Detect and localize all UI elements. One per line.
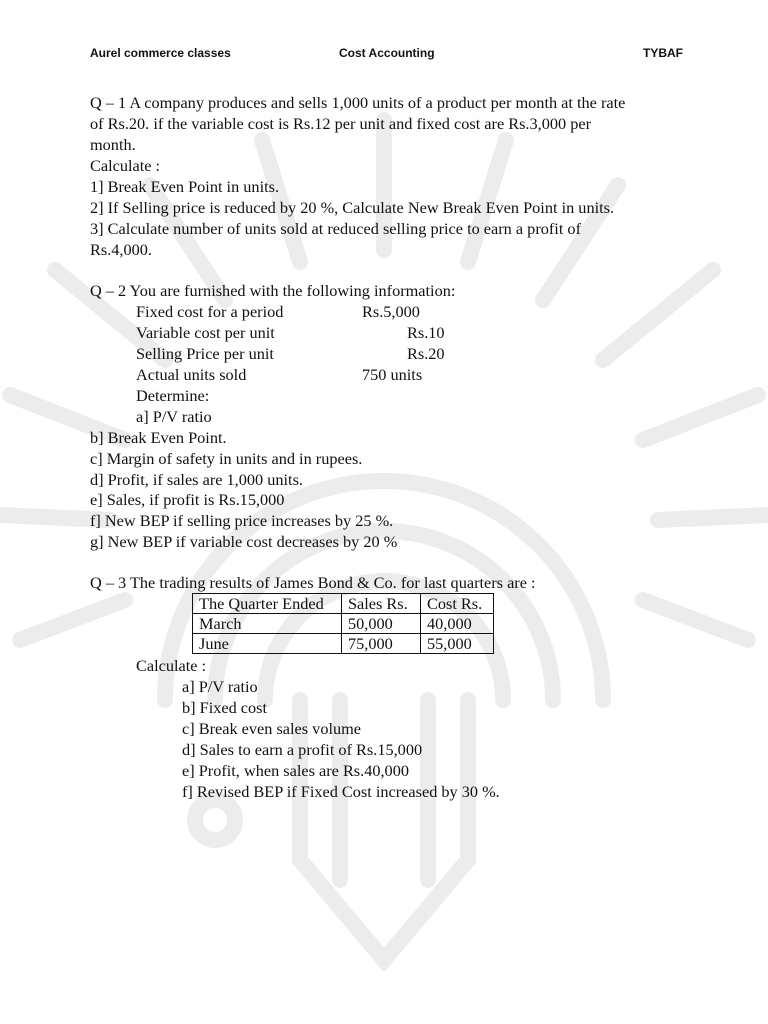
q1-item-3-cont: Rs.4,000. [90, 240, 152, 259]
table-header-row [193, 594, 494, 614]
q1-item-2: 2] If Selling price is reduced by 20 %, Calculate New Break Even Point in units. [90, 198, 615, 217]
q2-item: c] Margin of safety in units and in rupees. [90, 449, 363, 468]
table-header-cell: Sales Rs. [342, 594, 421, 614]
q2-intro: Q – 2 You are furnished with the following information: [90, 281, 456, 300]
header-subject: Cost Accounting [339, 46, 435, 60]
q2-item: e] Sales, if profit is Rs.15,000 [90, 490, 285, 509]
q2-info-label: Fixed cost for a period [136, 302, 284, 321]
q2-info-value: Rs.5,000 [362, 302, 420, 321]
trading-results-table [192, 593, 494, 654]
table-cell: 75,000 [342, 634, 421, 654]
table-cell: 50,000 [342, 614, 421, 634]
q2-item: a] P/V ratio [136, 407, 212, 426]
q2-item: d] Profit, if sales are 1,000 units. [90, 470, 303, 489]
q3-item: c] Break even sales volume [182, 719, 362, 738]
q2-determine-label: Determine: [136, 386, 210, 405]
q2-info-value: Rs.20 [407, 344, 445, 363]
q1-calculate-label: Calculate : [90, 156, 161, 175]
q1-text-line-1: Q – 1 A company produces and sells 1,000 units of a product per month at the rate [90, 93, 626, 112]
q2-item: b] Break Even Point. [90, 428, 227, 447]
q2-info-label: Actual units sold [136, 365, 247, 384]
q2-info-value: 750 units [362, 365, 423, 384]
table-header-cell: Cost Rs. [421, 594, 494, 614]
q3-intro: Q – 3 The trading results of James Bond & Co. for last quarters are : [90, 573, 536, 592]
q1-item-1: 1] Break Even Point in units. [90, 177, 280, 196]
table-row [193, 634, 494, 654]
q3-calculate-label: Calculate : [136, 656, 207, 675]
header-class: TYBAF [643, 46, 683, 60]
q3-item: d] Sales to earn a profit of Rs.15,000 [182, 740, 423, 759]
q2-item: g] New BEP if variable cost decreases by 20 % [90, 532, 398, 551]
q2-item: f] New BEP if selling price increases by 25 %. [90, 511, 394, 530]
q2-info-label: Variable cost per unit [136, 323, 275, 342]
q2-info-label: Selling Price per unit [136, 344, 274, 363]
q3-item: a] P/V ratio [182, 677, 258, 696]
table-cell: June [193, 634, 342, 654]
table-row [193, 614, 494, 634]
q3-item: f] Revised BEP if Fixed Cost increased by 30 %. [182, 782, 500, 801]
q1-text-line-2: of Rs.20. if the variable cost is Rs.12 per unit and fixed cost are Rs.3,000 per [90, 114, 591, 133]
table-cell: 40,000 [421, 614, 494, 634]
table-cell: March [193, 614, 342, 634]
q1-text-line-3: month. [90, 135, 136, 154]
header-institute: Aurel commerce classes [90, 46, 231, 60]
q2-info-value: Rs.10 [407, 323, 445, 342]
table-cell: 55,000 [421, 634, 494, 654]
q3-item: e] Profit, when sales are Rs.40,000 [182, 761, 409, 780]
q3-item: b] Fixed cost [182, 698, 268, 717]
q1-item-3: 3] Calculate number of units sold at reduced selling price to earn a profit of [90, 219, 581, 238]
table-header-cell: The Quarter Ended [193, 594, 342, 614]
